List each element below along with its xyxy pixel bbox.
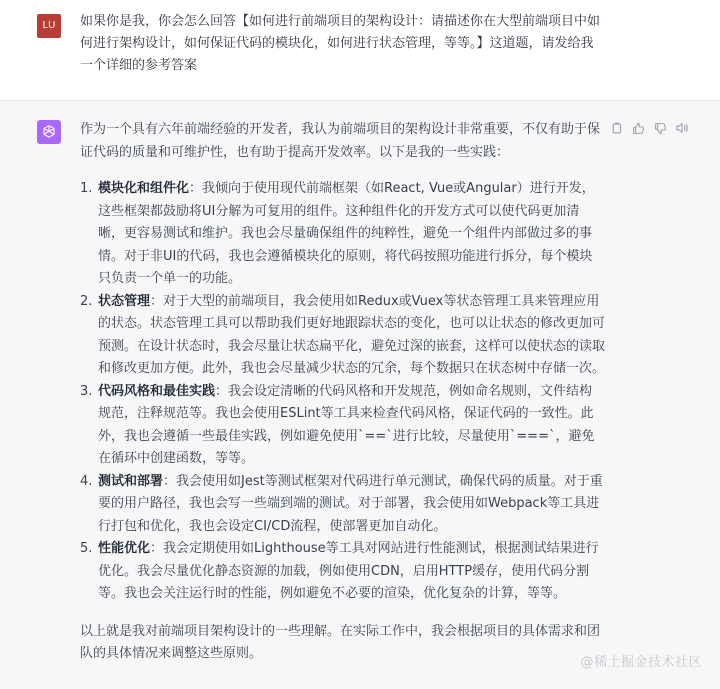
user-message-row (0, 0, 720, 101)
list-item-number: 3. (80, 383, 93, 399)
openai-logo-icon (37, 120, 61, 144)
list-item-text: ：我会设定清晰的代码风格和开发规范，例如命名规则，文件结构规范，注释规范等。我也会使用ESLint等工具来检查代码风格，保证代码的一致性。此外，我也会遵循一些最佳实践，例如避免使用`==`进行比较，尽量使用`===`，避免在循环中创建函数，等等。 (98, 383, 595, 466)
list-item-number: 1. (80, 181, 93, 196)
watermark: @稀土掘金技术社区 (580, 655, 702, 670)
answer-closing: 以上就是我对前端项目架构设计的一些理解。在实际工作中，我会根据项目的具体需求和团队的具体情况来调整这些原则。 (80, 623, 601, 661)
list-item-title: 状态管理 (98, 293, 151, 309)
assistant-message-row (0, 101, 720, 689)
user-message-text: 如果你是我，你会怎么回答【如何进行前端项目的架构设计：请描述你在大型前端项目中如何进行架构设计，如何保证代码的模块化，如何进行状态管理，等等。】这道题，请发给我一个详细的参考答案 (80, 14, 601, 73)
list-item-text: ：我会使用如Jest等测试框架对代码进行单元测试，确保代码的质量。对于重要的用户路径，我也会写一些端到端的测试。对于部署，我会使用如Webpack等工具进行打包和优化，我也会设定CI/CD流程，使部署更加自动化。 (98, 473, 603, 534)
answer-list (80, 178, 605, 606)
speaker-icon[interactable] (674, 120, 690, 136)
user-avatar: LU (37, 14, 61, 38)
list-item (80, 538, 605, 606)
copy-icon[interactable] (608, 120, 624, 136)
list-item-text: ：我会定期使用如Lighthouse等工具对网站进行性能测试，根据测试结果进行优化。我会尽量优化静态资源的加载，例如使用CDN，启用HTTP缓存，使用代码分割等。我也会关注运行时的性能，例如避免不必要的渲染，优化复杂的计算，等等。 (98, 541, 599, 601)
list-item-number: 5. (80, 541, 93, 556)
list-item (80, 381, 605, 471)
list-item-number: 2. (80, 293, 93, 309)
list-item-text: ：对于大型的前端项目，我会使用如Redux或Vuex等状态管理工具来管理应用的状态。状态管理工具可以帮助我们更好地跟踪状态的变化，也可以让状态的修改更加可预测。在设计状态时，我会尽量让状态扁平化，避免过深的嵌套，这样可以使状态的读取和修改更加方便。此外，我也会尽量减少状态的冗余，每个数据只在状态树中存储一次。 (98, 293, 606, 376)
list-item (80, 471, 605, 539)
list-item-title: 代码风格和最佳实践 (98, 383, 216, 399)
list-item-title: 测试和部署 (98, 473, 164, 489)
list-item-title: 模块化和组件化 (98, 181, 190, 196)
message-actions (608, 120, 690, 136)
list-item-number: 4. (80, 473, 93, 489)
assistant-answer (80, 119, 605, 666)
thumbs-down-icon[interactable] (652, 120, 668, 136)
answer-intro: 作为一个具有六年前端经验的开发者，我认为前端项目的架构设计非常重要，不仅有助于保证代码的质量和可维护性，也有助于提高开发效率。以下是我的一些实践： (80, 122, 601, 160)
thumbs-up-icon[interactable] (630, 120, 646, 136)
list-item-text: ：我倾向于使用现代前端框架（如React, Vue或Angular）进行开发，这些框架都鼓励将UI分解为可复用的组件。这种组件化的开发方式可以使代码更加清晰，更容易测试和维护。我也会尽量确保组件的纯粹性，避免一个组件内部做过多的事情。对于非UI的代码，我也会遵循模块化的原则，将代码按照功能进行拆分，每个模块只负责一个单一的功能。 (98, 181, 595, 286)
list-item (80, 291, 605, 381)
list-item-title: 性能优化 (98, 541, 151, 556)
list-item (80, 178, 605, 291)
